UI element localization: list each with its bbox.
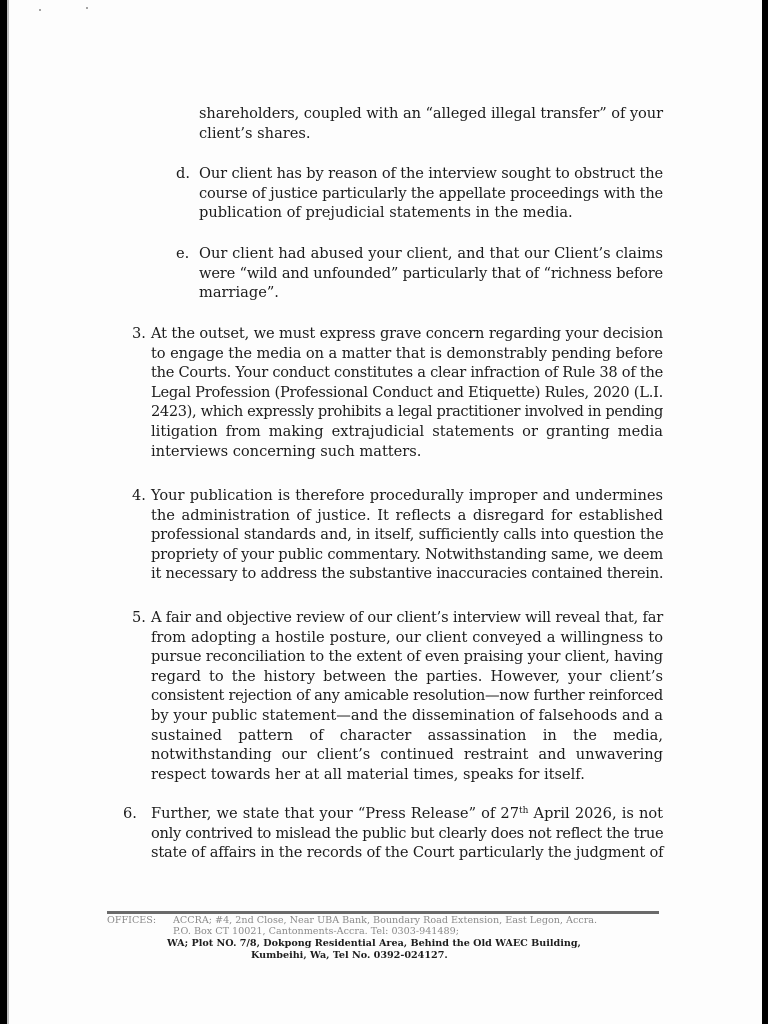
text-line: the administration of justice. It reflects a disregard for established bbox=[151, 506, 663, 524]
sub-item-d bbox=[176, 164, 663, 223]
text-line: At the outset, we must express grave concern regarding your decision bbox=[151, 325, 663, 342]
text-line: state of affairs in the records of the Court particularly the judgment of bbox=[151, 844, 664, 862]
text-line: pursue reconciliation to the extent of even praising your client, having bbox=[151, 648, 663, 666]
text-line: Our client has by reason of the interview sought to obstruct the bbox=[199, 165, 663, 182]
wa-address-line-1: WA; Plot NO. 7/8, Dokpong Residential Area, Behind the Old WAEC Building, bbox=[167, 938, 581, 949]
list-marker: d. bbox=[176, 165, 190, 182]
text-line: consistent rejection of any amicable resolution—now further reinforced bbox=[151, 687, 663, 705]
scan-edge bbox=[762, 0, 768, 1024]
list-marker: e. bbox=[176, 245, 190, 262]
text-line: regard to the history between the parties. However, your client’s bbox=[151, 667, 663, 685]
footer-divider bbox=[107, 911, 659, 914]
continuation-paragraph bbox=[199, 104, 663, 143]
text-line: 2423), which expressly prohibits a legal practitioner involved in pending bbox=[151, 403, 663, 421]
text-line: client’s shares. bbox=[199, 124, 311, 142]
accra-address-line-2: P.O. Box CT 10021, Cantonments-Accra. Tel: 0303-941489; bbox=[173, 926, 459, 937]
text-line: interviews concerning such matters. bbox=[151, 442, 422, 460]
text-line: the Courts. Your conduct constitutes a clear infraction of Rule 38 of the bbox=[151, 364, 663, 382]
paragraph-number: 3. bbox=[132, 325, 146, 342]
ordinal-suffix: th bbox=[519, 806, 529, 816]
paragraph-3 bbox=[132, 324, 663, 461]
paragraph-6 bbox=[123, 804, 664, 863]
text-line: marriage”. bbox=[199, 284, 279, 302]
text-line: professional standards and, in itself, sufficiently calls into question the bbox=[151, 526, 664, 544]
document-page bbox=[7, 0, 762, 1024]
paragraph-number: 4. bbox=[132, 487, 146, 504]
text-line: notwithstanding our client’s continued restraint and unwavering bbox=[151, 746, 663, 764]
paragraph-4 bbox=[132, 486, 664, 584]
text-line: it necessary to address the substantive inaccuracies contained therein. bbox=[151, 565, 664, 583]
text-line: only contrived to mislead the public but clearly does not reflect the true bbox=[151, 824, 664, 842]
text-line: sustained pattern of character assassination in the media, bbox=[151, 726, 663, 744]
text-line: litigation from making extrajudicial statements or granting media bbox=[151, 422, 663, 440]
text-fragment: April 2026, is not bbox=[528, 805, 664, 822]
accra-address-line-1: ACCRA; #4, 2nd Close, Near UBA Bank, Boundary Road Extension, East Legon, Accra. bbox=[173, 915, 598, 926]
text-line: to engage the media on a matter that is demonstrably pending before bbox=[151, 344, 663, 362]
text-line: publication of prejudicial statements in the media. bbox=[199, 204, 573, 222]
text-line: propriety of your public commentary. Notwithstanding same, we deem bbox=[151, 545, 663, 563]
paragraph-number: 6. bbox=[123, 805, 137, 822]
text-line: Your publication is therefore procedurally improper and undermines bbox=[151, 487, 663, 504]
paragraph-number: 5. bbox=[132, 609, 146, 626]
text-line: from adopting a hostile posture, our client conveyed a willingness to bbox=[151, 628, 663, 646]
text-line bbox=[151, 804, 663, 824]
text-line: shareholders, coupled with an “alleged illegal transfer” of your bbox=[199, 105, 663, 122]
text-line: respect towards her at all material times, speaks for itself. bbox=[151, 765, 585, 783]
scan-speck bbox=[39, 9, 41, 11]
text-fragment: Further, we state that your “Press Release” of 27 bbox=[151, 805, 519, 822]
offices-label: OFFICES: bbox=[107, 915, 157, 926]
sub-item-e bbox=[176, 244, 663, 303]
text-line: were “wild and unfounded” particularly that of “richness before bbox=[199, 264, 663, 282]
scan-speck bbox=[86, 7, 88, 9]
text-line: by your public statement—and the dissemination of falsehoods and a bbox=[151, 706, 663, 724]
text-line: A fair and objective review of our client’s interview will reveal that, far bbox=[151, 609, 663, 626]
paragraph-5 bbox=[132, 608, 663, 784]
text-line: Our client had abused your client, and that our Client’s claims bbox=[199, 245, 663, 262]
wa-address-line-2: Kumbeihi, Wa, Tel No. 0392-024127. bbox=[251, 950, 448, 961]
text-line: course of justice particularly the appellate proceedings with the bbox=[199, 184, 663, 202]
text-line: Legal Profession (Professional Conduct and Etiquette) Rules, 2020 (L.I. bbox=[151, 383, 663, 401]
